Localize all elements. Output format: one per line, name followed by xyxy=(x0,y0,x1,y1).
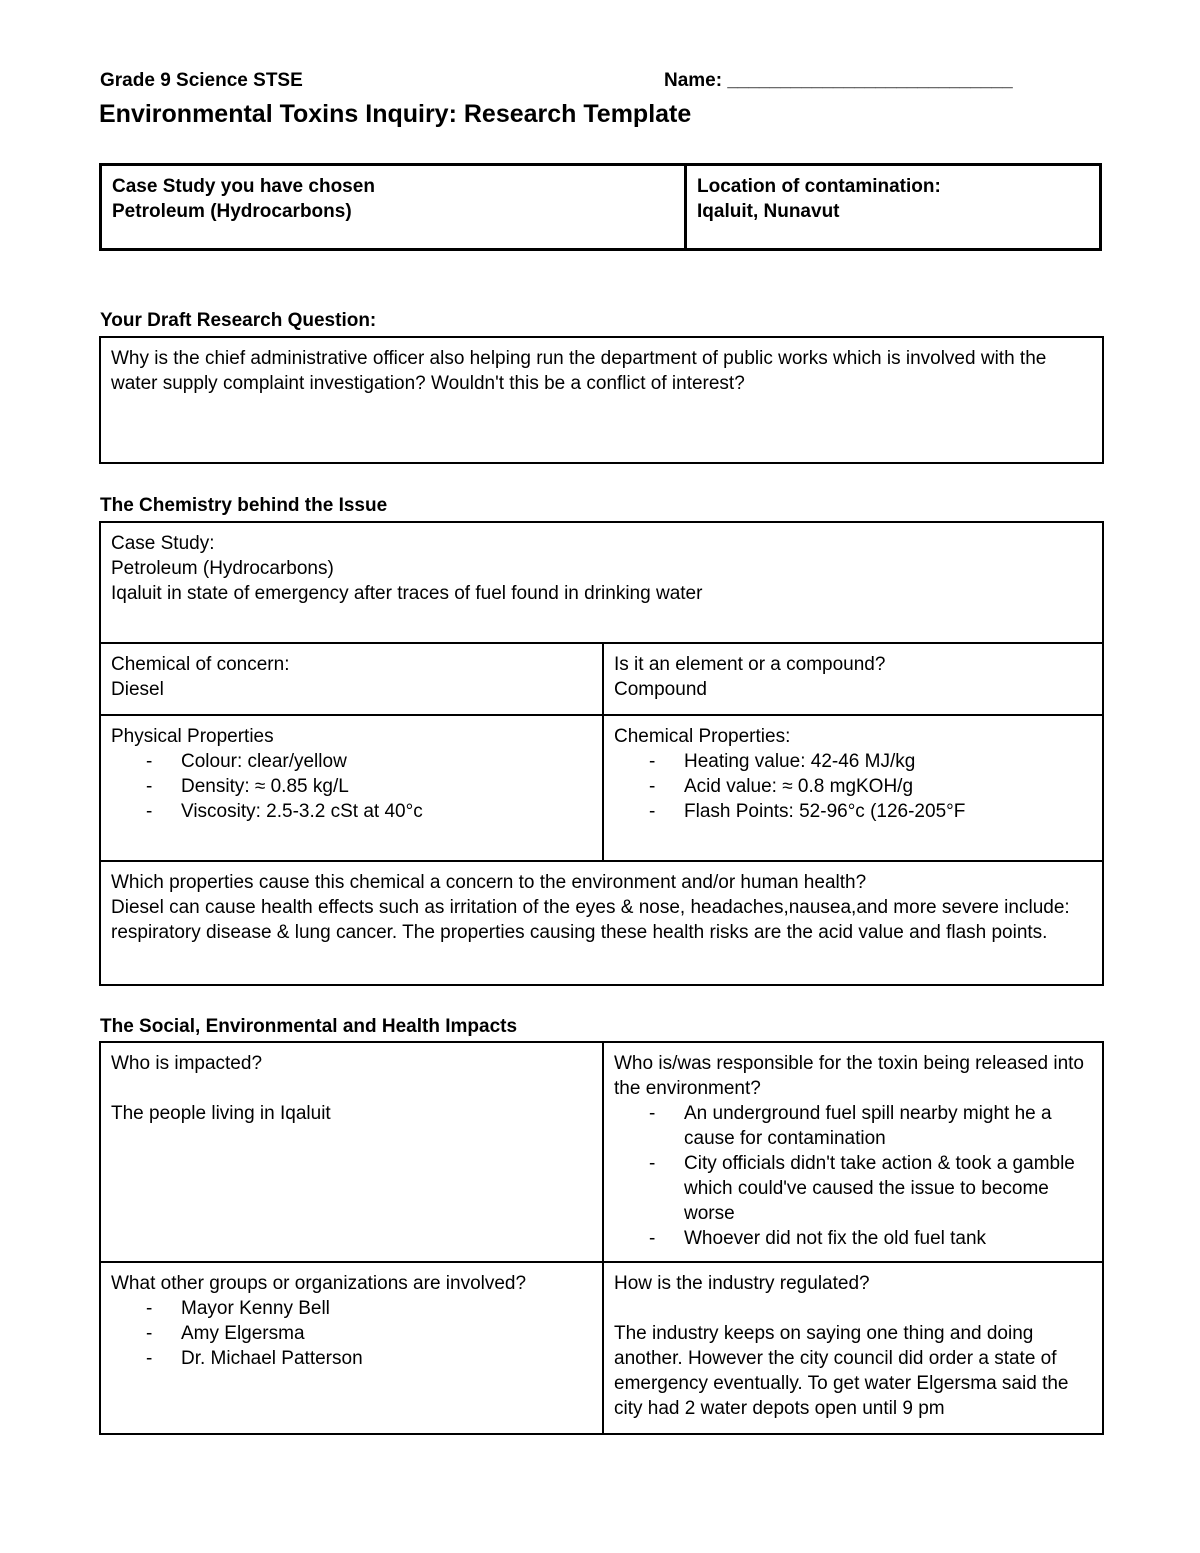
chemical-of-concern-cell xyxy=(100,643,603,715)
regulation-value: The industry keeps on saying one thing and doing another. However the city council did order a state of emergency eventually. To get water Elgersma said the city had 2 water depots open until 9 pm xyxy=(614,1323,1069,1419)
regulation-cell xyxy=(603,1262,1103,1434)
physical-properties-cell xyxy=(100,715,603,861)
element-compound-cell xyxy=(603,643,1103,715)
physical-properties-list xyxy=(111,749,592,824)
element-compound-value: Compound xyxy=(614,679,707,700)
who-impacted-cell xyxy=(100,1042,603,1262)
list-item: - Mayor Kenny Bell xyxy=(111,1296,592,1321)
concern-question: Which properties cause this chemical a concern to the environment and/or human health? xyxy=(111,872,867,893)
chemical-properties-label: Chemical Properties: xyxy=(614,726,791,747)
chem-case-cell xyxy=(100,522,1103,643)
concern-answer: Diesel can cause health effects such as irritation of the eyes & nose, headaches,nausea,and more severe include: respiratory disease & lung cancer. The properties causing these health risks are the acid value and flash points. xyxy=(111,897,1070,943)
location-label: Location of contamination: xyxy=(697,176,941,197)
list-item: - Density: ≈ 0.85 kg/L xyxy=(111,774,592,799)
page-title: Environmental Toxins Inquiry: Research Template xyxy=(99,100,692,128)
chemistry-heading: The Chemistry behind the Issue xyxy=(100,495,388,516)
responsible-cell xyxy=(603,1042,1103,1262)
list-item: - Heating value: 42-46 MJ/kg xyxy=(614,749,1092,774)
chemical-properties-list xyxy=(614,749,1092,824)
chem-case-line2: Iqaluit in state of emergency after traces of fuel found in drinking water xyxy=(111,583,703,604)
location-cell xyxy=(686,165,1101,250)
research-question-heading: Your Draft Research Question: xyxy=(100,310,377,331)
case-location-table xyxy=(99,163,1102,251)
chemistry-table xyxy=(99,521,1104,986)
research-question-table xyxy=(99,336,1104,464)
case-study-label: Case Study you have chosen xyxy=(112,176,375,197)
impacts-table xyxy=(99,1041,1104,1435)
chemical-of-concern-value: Diesel xyxy=(111,679,164,700)
element-compound-label: Is it an element or a compound? xyxy=(614,654,886,675)
who-impacted-label: Who is impacted? xyxy=(111,1053,263,1074)
groups-list xyxy=(111,1296,592,1371)
list-item: - Viscosity: 2.5-3.2 cSt at 40°c xyxy=(111,799,592,824)
list-item: - Acid value: ≈ 0.8 mgKOH/g xyxy=(614,774,1092,799)
location-value: Iqaluit, Nunavut xyxy=(697,201,840,222)
case-study-value: Petroleum (Hydrocarbons) xyxy=(112,201,352,222)
responsible-list xyxy=(614,1101,1092,1251)
course-label: Grade 9 Science STSE xyxy=(100,70,303,91)
list-item: - Flash Points: 52-96°c (126-205°F xyxy=(614,799,1092,824)
case-study-cell xyxy=(101,165,686,250)
name-field-label: Name: ___________________________ xyxy=(664,70,1013,91)
groups-label: What other groups or organizations are involved? xyxy=(111,1273,527,1294)
responsible-label: Who is/was responsible for the toxin being released into the environment? xyxy=(614,1053,1084,1099)
list-item: - Amy Elgersma xyxy=(111,1321,592,1346)
list-item: - Whoever did not fix the old fuel tank xyxy=(614,1226,1092,1251)
impacts-heading: The Social, Environmental and Health Impacts xyxy=(100,1016,518,1037)
groups-cell xyxy=(100,1262,603,1434)
concern-cell xyxy=(100,861,1103,985)
physical-properties-label: Physical Properties xyxy=(111,726,274,747)
research-question-cell xyxy=(100,337,1103,463)
chem-case-label: Case Study: xyxy=(111,533,215,554)
who-impacted-value: The people living in Iqaluit xyxy=(111,1103,331,1124)
list-item: - City officials didn't take action & took a gamble which could've caused the issue to become worse xyxy=(614,1151,1092,1226)
chemical-of-concern-label: Chemical of concern: xyxy=(111,654,290,675)
list-item: - Colour: clear/yellow xyxy=(111,749,592,774)
list-item: - Dr. Michael Patterson xyxy=(111,1346,592,1371)
chemical-properties-cell xyxy=(603,715,1103,861)
research-question-text: Why is the chief administrative officer also helping run the department of public works which is involved with the water supply complaint investigation? Wouldn't this be a conflict of interest? xyxy=(111,348,1047,394)
list-item: - An underground fuel spill nearby might he a cause for contamination xyxy=(614,1101,1092,1151)
chem-case-line1: Petroleum (Hydrocarbons) xyxy=(111,558,334,579)
regulation-label: How is the industry regulated? xyxy=(614,1273,870,1294)
